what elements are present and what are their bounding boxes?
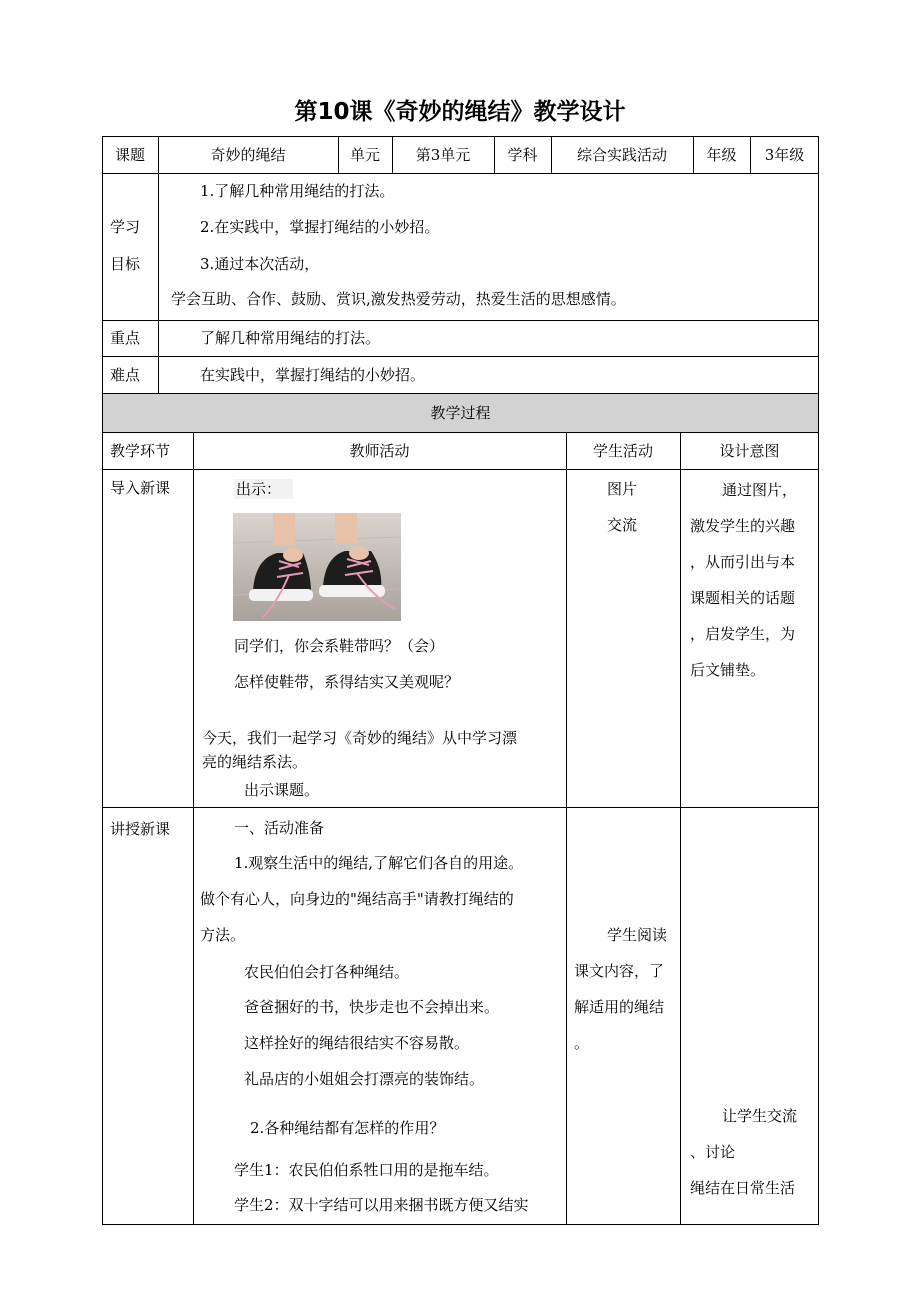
design-intent: 激发学生的兴趣 <box>690 517 796 535</box>
intro-paragraph: 今天，我们一起学习《奇妙的绳结》从中学习漂 <box>202 729 518 747</box>
teach-line: 爸爸捆好的书，快步走也不会掉出来。 <box>244 998 500 1016</box>
show-text: 出示： <box>234 479 293 499</box>
goal-item: 2.在实践中，掌握打绳结的小妙招。 <box>200 218 440 236</box>
row-divider <box>102 432 819 433</box>
design-intent: 后文铺垫。 <box>690 661 766 679</box>
design-intent: ，启发学生，为 <box>690 625 796 643</box>
key-point-label: 重点 <box>110 329 141 347</box>
goals-label: 目标 <box>110 255 141 273</box>
goal-item: 1.了解几种常用绳结的打法。 <box>200 182 395 200</box>
col-header: 教师活动 <box>349 442 410 460</box>
col-divider <box>158 136 159 394</box>
teach-line: 做个有心人，向身边的"绳结高手"请教打绳结的 <box>200 890 514 908</box>
process-heading: 教学过程 <box>430 404 491 422</box>
subject-value: 综合实践活动 <box>576 146 667 164</box>
design-intent: 让学生交流 <box>722 1107 798 1125</box>
student-activity: 课文内容，了 <box>574 962 665 980</box>
student-activity: 学生阅读 <box>607 926 668 944</box>
row-divider <box>102 393 819 394</box>
col-divider <box>193 432 194 1225</box>
shoelace-photo-image <box>233 513 401 621</box>
student-activity: 交流 <box>607 516 638 534</box>
row-divider <box>102 320 819 321</box>
student-activity: 解适用的绳结 <box>574 998 665 1016</box>
col-header: 教学环节 <box>110 442 171 460</box>
col-divider <box>566 432 567 1225</box>
goal-continuation: 学会互助、合作、鼓励、赏识,激发热爱劳动，热爱生活的思想感情。 <box>171 290 626 308</box>
teach-line: 1.观察生活中的绳结,了解它们各自的用途。 <box>234 854 524 872</box>
teach-line: 学生2：双十字结可以用来捆书既方便又结实 <box>234 1196 529 1214</box>
goals-label: 学习 <box>110 218 141 236</box>
shoelace-photo <box>233 513 401 621</box>
difficulty-value: 在实践中，掌握打绳结的小妙招。 <box>200 366 426 384</box>
teach-line: 学生1：农民伯伯系牲口用的是拖车结。 <box>234 1161 499 1179</box>
design-intent: 、讨论 <box>690 1143 736 1161</box>
difficulty-label: 难点 <box>110 366 141 384</box>
intro-paragraph: 亮的绳结系法。 <box>202 753 308 771</box>
design-intent: ，从而引出与本 <box>690 553 796 571</box>
teach-line: 一、活动准备 <box>234 819 325 837</box>
section-label: 讲授新课 <box>110 820 171 838</box>
intro-question: 同学们，你会系鞋带吗？（会） <box>234 637 445 655</box>
teach-line: 农民伯伯会打各种绳结。 <box>244 963 410 981</box>
row-divider <box>102 173 819 174</box>
unit-value: 第3单元 <box>415 146 471 164</box>
teach-line: 这样拴好的绳结很结实不容易散。 <box>244 1034 470 1052</box>
lesson-label: 课题 <box>114 146 145 164</box>
grade-value: 3年级 <box>764 146 805 164</box>
intro-paragraph: 出示课题。 <box>244 781 320 799</box>
row-divider <box>102 356 819 357</box>
col-header: 学生活动 <box>592 442 653 460</box>
grade-label: 年级 <box>706 146 737 164</box>
row-divider <box>102 807 819 808</box>
intro-question: 怎样使鞋带，系得结实又美观呢？ <box>234 673 460 691</box>
teach-line: 方法。 <box>200 926 246 944</box>
col-header: 设计意图 <box>719 442 780 460</box>
subject-label: 学科 <box>507 146 538 164</box>
page-title: 第10课《奇妙的绳结》教学设计 <box>294 99 626 125</box>
design-intent: 课题相关的话题 <box>690 589 796 607</box>
student-activity: 。 <box>574 1034 590 1052</box>
teach-line: 2.各种绳结都有怎样的作用？ <box>250 1119 445 1137</box>
design-intent: 通过图片， <box>722 481 798 499</box>
key-point-value: 了解几种常用绳结的打法。 <box>200 329 381 347</box>
col-divider <box>680 432 681 1225</box>
student-activity: 图片 <box>607 480 638 498</box>
lesson-value: 奇妙的绳结 <box>210 146 286 164</box>
teach-line: 礼品店的小姐姐会打漂亮的装饰结。 <box>244 1070 485 1088</box>
design-intent: 绳结在日常生活 <box>690 1179 796 1197</box>
goal-item: 3.通过本次活动， <box>200 255 320 273</box>
unit-label: 单元 <box>349 146 380 164</box>
section-label: 导入新课 <box>110 479 171 497</box>
row-divider <box>102 469 819 470</box>
